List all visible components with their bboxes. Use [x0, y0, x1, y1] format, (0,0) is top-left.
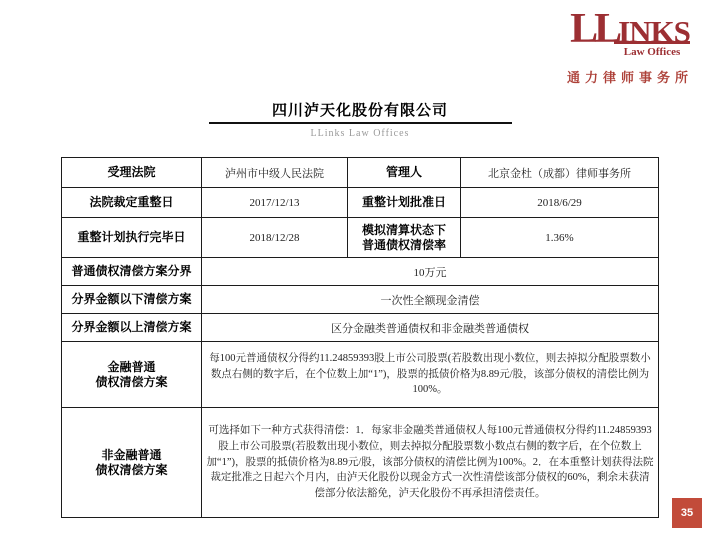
cell-accepting-court-label: 受理法院 [62, 158, 202, 188]
cell-accepting-court-value: 泸州市中级人民法院 [202, 158, 348, 188]
cell-plan-approval-date-value: 2018/6/29 [461, 188, 659, 218]
label-line-1: 金融普通 [107, 359, 156, 374]
logo-underline [614, 41, 690, 58]
cell-financial-claims-label [62, 342, 202, 408]
table-row [62, 188, 659, 218]
table-row [62, 314, 659, 342]
cell-simulated-liquidation-label [348, 218, 461, 258]
cell-financial-claims-plan: 每100元普通债权分得约11.24859393股上市公司股票(若股数出现小数位，则去掉拟分配股票数小数点右侧的数字后，在个位数上加“1”)，股票的抵债价格为8.89元/股，该部分债权的清偿比例为100%。 [202, 342, 659, 408]
logo-law-offices-label: Law Offices [623, 45, 681, 58]
reorganization-table [61, 157, 659, 518]
cell-plan-approval-date-label: 重整计划批准日 [348, 188, 461, 218]
cell-threshold-value: 10万元 [202, 258, 659, 286]
title-underline [209, 122, 512, 124]
cell-plan-completion-date-value: 2018/12/28 [202, 218, 348, 258]
label-line-2: 普通债权清偿率 [361, 237, 446, 252]
label-line-1: 非金融普通 [101, 447, 162, 462]
logo-inks-letters: INKS [618, 14, 690, 49]
cell-above-threshold-value: 区分金融类普通债权和非金融类普通债权 [202, 314, 659, 342]
table-row [62, 342, 659, 408]
label-line-1: 模拟清算状态下 [361, 222, 446, 237]
cell-administrator-label: 管理人 [348, 158, 461, 188]
cell-nonfinancial-claims-label [62, 408, 202, 518]
table-row [62, 258, 659, 286]
cell-below-threshold-value: 一次性全额现金清偿 [202, 286, 659, 314]
label-line-2: 债权清偿方案 [95, 374, 168, 389]
table-row [62, 218, 659, 258]
cell-ruling-date-label: 法院裁定重整日 [62, 188, 202, 218]
logo-chinese-name: 通力律师事务所 [566, 69, 693, 85]
page-title: 四川泸天化股份有限公司 [271, 102, 448, 119]
cell-threshold-label: 普通债权清偿方案分界 [62, 258, 202, 286]
page-number-badge [672, 498, 702, 528]
watermark-text: LLinks Law Offices [310, 128, 410, 139]
page-number: 35 [680, 507, 694, 519]
cell-above-threshold-label: 分界金额以上清偿方案 [62, 314, 202, 342]
cell-below-threshold-label: 分界金额以下清偿方案 [62, 286, 202, 314]
llinks-logo [550, 6, 710, 86]
cell-nonfinancial-claims-plan: 可选择如下一种方式获得清偿：1．每家非金融类普通债权人每100元普通债权分得约11.24859393股上市公司股票(若股数出现小数位，则去掉拟分配股票数小数点右侧的数字后，在个位数上加“1”)，股票的抵债价格为8.89元/股，该部分债权的清偿比例为100%。2．在本重整计划获得法院裁定批准之日起六个月内，由泸天化股份以现金方式一次性清偿该部分债权的60%，剩余未获清偿部分依法豁免，泸天化股份不再承担清偿责任。 [202, 408, 659, 518]
cell-administrator-value: 北京金杜（成都）律师事务所 [461, 158, 659, 188]
llinks-wordmark [570, 6, 690, 58]
table-row [62, 158, 659, 188]
label-line-2: 债权清偿方案 [95, 462, 168, 477]
table-row [62, 286, 659, 314]
table-row [62, 408, 659, 518]
cell-ruling-date-value: 2017/12/13 [202, 188, 348, 218]
logo-ll-letters: LL [570, 6, 619, 52]
cell-simulated-liquidation-value: 1.36% [461, 218, 659, 258]
cell-plan-completion-date-label: 重整计划执行完毕日 [62, 218, 202, 258]
